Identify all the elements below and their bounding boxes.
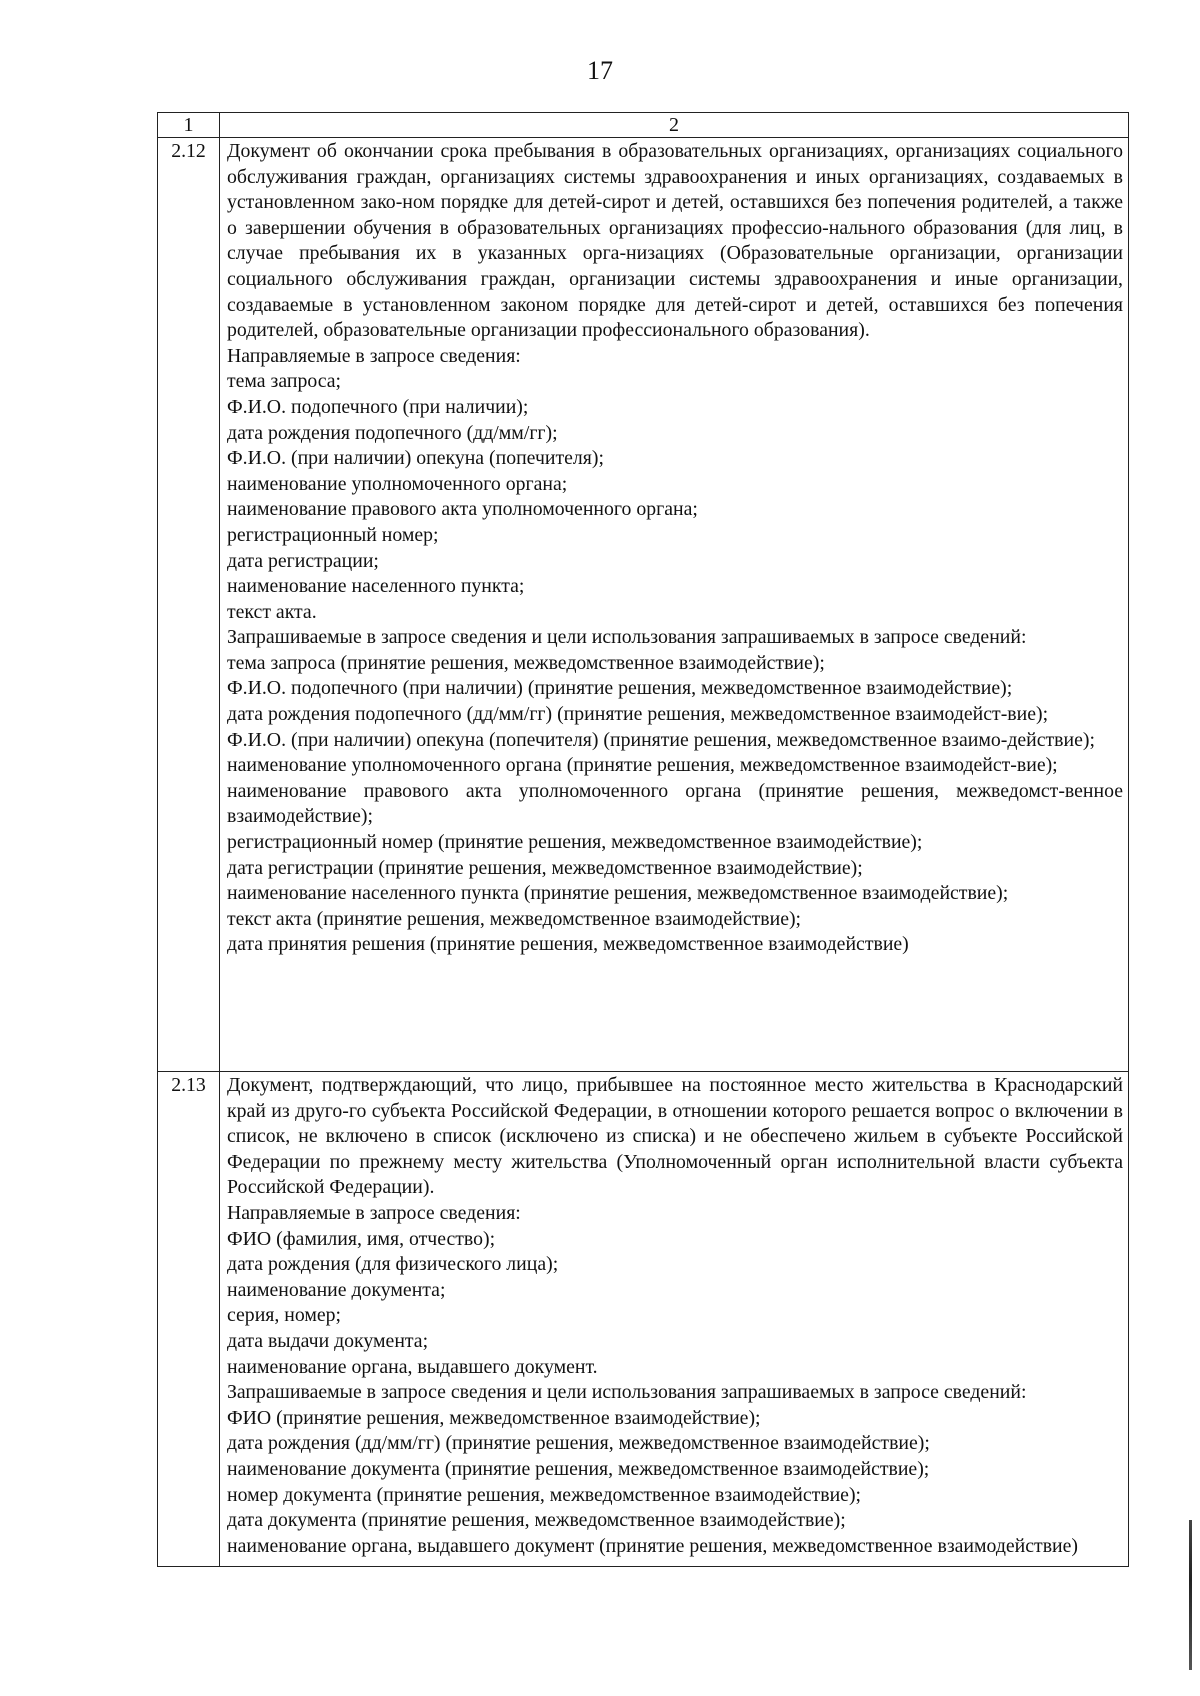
row-content	[220, 138, 1129, 1072]
row-number: 2.12	[158, 138, 220, 1072]
list-item: регистрационный номер (принятие решения, межведомственное взаимодействие);	[227, 831, 923, 854]
list-item: наименование населенного пункта;	[227, 575, 525, 598]
list-item: регистрационный номер;	[227, 523, 439, 546]
list-item: Запрашиваемые в запросе сведения и цели использования запрашиваемых в запросе сведений:	[227, 626, 1027, 649]
list-item: Ф.И.О. (при наличии) опекуна (попечителя);	[227, 447, 604, 470]
row-content	[220, 1072, 1129, 1567]
list-item: текст акта.	[227, 600, 317, 623]
list-item: серия, номер;	[227, 1304, 342, 1327]
list-item: наименование органа, выдавшего документ.	[227, 1355, 598, 1378]
page-number: 17	[587, 56, 613, 85]
list-item: наименование населенного пункта (принятие решения, межведомственное взаимодействие);	[227, 882, 1009, 905]
scan-edge-mark	[1189, 1520, 1192, 1670]
list-item: Ф.И.О. (при наличии) опекуна (попечителя) (принятие решения, межведомственное взаимо-действие);	[227, 728, 1095, 751]
table-header-row	[158, 113, 1129, 138]
list-item: дата регистрации;	[227, 549, 379, 572]
list-item: наименование уполномоченного органа;	[227, 472, 568, 495]
list-item: дата рождения (дд/мм/гг) (принятие решения, межведомственное взаимодействие);	[227, 1432, 930, 1455]
list-item: наименование органа, выдавшего документ (принятие решения, межведомственное взаимодействие)	[227, 1534, 1078, 1557]
list-item: номер документа (принятие решения, межведомственное взаимодействие);	[227, 1483, 862, 1506]
list-item: наименование документа;	[227, 1278, 446, 1301]
list-item: Ф.И.О. подопечного (при наличии) (принятие решения, межведомственное взаимодействие);	[227, 677, 1013, 700]
list-item: дата регистрации (принятие решения, межведомственное взаимодействие);	[227, 856, 863, 879]
list-item: ФИО (принятие решения, межведомственное взаимодействие);	[227, 1406, 761, 1429]
document-description: Документ, подтверждающий, что лицо, прибывшее на постоянное место жительства в Краснодарский край из друго-го субъекта Российской Федерации, в отношении которого решается вопрос о включении в список, не включено в список (исключено из списка) и не обеспечено жильем в субъекте Российской Федерации по прежнему месту жительства (Уполномоченный орган исполнительной власти субъекта Российской Федерации).	[227, 1074, 1123, 1199]
list-item: Направляемые в запросе сведения:	[227, 344, 521, 367]
list-item: дата рождения подопечного (дд/мм/гг) (принятие решения, межведомственное взаимодейст-вие);	[227, 703, 1049, 726]
list-item: Ф.И.О. подопечного (при наличии);	[227, 395, 529, 418]
list-item: дата документа (принятие решения, межведомственное взаимодействие);	[227, 1509, 846, 1532]
list-item: дата выдачи документа;	[227, 1329, 429, 1352]
list-item: текст акта (принятие решения, межведомственное взаимодействие);	[227, 907, 802, 930]
list-item: наименование уполномоченного органа (принятие решения, межведомственное взаимодейст-вие);	[227, 754, 1058, 777]
table-row	[158, 138, 1129, 1072]
header-cell-content: 2	[220, 113, 1129, 138]
list-item: наименование правового акта уполномоченного органа;	[227, 498, 698, 521]
list-item: тема запроса (принятие решения, межведомственное взаимодействие);	[227, 651, 825, 674]
list-item: ФИО (фамилия, имя, отчество);	[227, 1227, 496, 1250]
table-row	[158, 1072, 1129, 1567]
list-item: дата рождения подопечного (дд/мм/гг);	[227, 421, 558, 444]
requirements-table	[157, 112, 1129, 1567]
list-item: тема запроса;	[227, 370, 342, 393]
list-item: Запрашиваемые в запросе сведения и цели использования запрашиваемых в запросе сведений:	[227, 1381, 1027, 1404]
list-item: наименование правового акта уполномоченного органа (принятие решения, межведомст-венное взаимодействие);	[227, 779, 1123, 828]
document-description: Документ об окончании срока пребывания в образовательных организациях, организациях социального обслуживания граждан, организациях системы здравоохранения и иных организациях, создаваемых в установленном зако-ном порядке для детей-сирот и детей, оставшихся без попечения родителей, а также о завершении обучения в образовательных организациях профессио-нального образования (для лиц, в случае пребывания их в указанных орга-низациях (Образовательные организации, организации социального обслуживания граждан, организации системы здравоохранения и иные организации, создаваемые в установленном законом порядке для детей-сирот и детей, оставшихся без попечения родителей, образовательные организации профессионального образования).	[227, 140, 1123, 342]
list-item: наименование документа (принятие решения, межведомственное взаимодействие);	[227, 1457, 930, 1480]
list-item: дата рождения (для физического лица);	[227, 1253, 559, 1276]
row-number: 2.13	[158, 1072, 220, 1567]
list-item: Направляемые в запросе сведения:	[227, 1201, 521, 1224]
list-item: дата принятия решения (принятие решения, межведомственное взаимодействие)	[227, 933, 909, 956]
header-cell-number: 1	[158, 113, 220, 138]
